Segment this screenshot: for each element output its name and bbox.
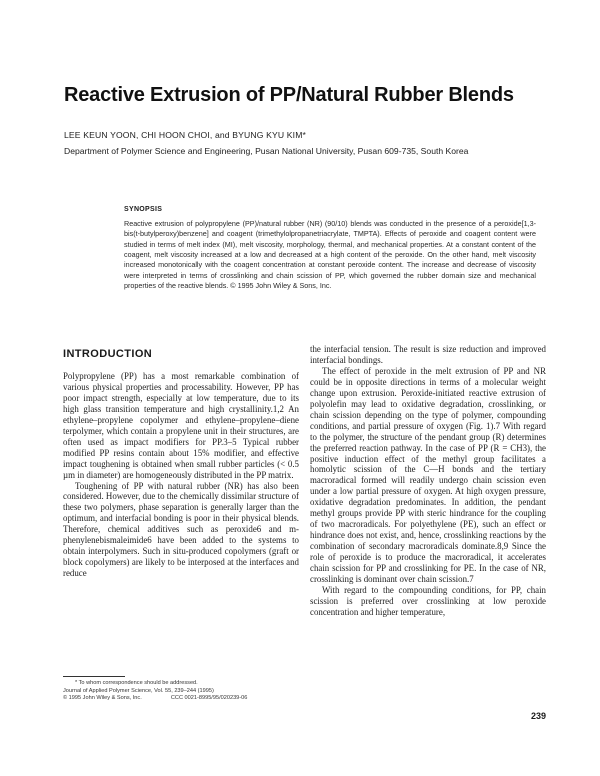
author-list: LEE KEUN YOON, CHI HOON CHOI, and BYUNG KYU KIM* — [64, 130, 306, 140]
intro-paragraph-1: Polypropylene (PP) has a most remarkable combination of various physical properties and processability. However, PP has poor impact strength, especially at low temperature, due to its high glass transition temperature and high crystallinity.1,2 An ethylene–propylene copolymer and ethylene–propylene–diene terpolymer, which contain a propylene unit in their structures, are often used as impact modifiers for PP.3–5 Typical rubber modified PP resins contain about 15% modifier, and effective impact toughening is obtained when small rubber particles (< 0.5 µm in diameter) are homogeneously distributed in the PP matrix. — [63, 371, 299, 480]
intro-paragraph-4: The effect of peroxide in the melt extrusion of PP and NR could be in opposite directions in terms of a molecular weight change upon extrusion. Peroxide-initiated reactive extrusion of polyolefin may lead to oxidative degradation, crosslinking, or chain scission depending on the type of polymer, compounding conditions, and partial pressure of oxygen (Fig. 1).7 With regard to the polymer, the structure of the pendant group (R) determines the preferred reaction pathway. In the case of PP (R = CH3), the positive induction effect of the methyl group facilitates a homolytic scission of the C—H bonds and the tertiary macroradical formed will readily undergo chain scission even under a low partial pressure of oxygen. At high oxygen pressure, oxidative degradation predominates. In addition, the pendant methyl groups provide PP with steric hindrance for the coupling of two macroradicals. For polyethylene (PE), such an effect or hindrance does not exist, and, hence, crosslinking reactions by the combination of secondary macroradicals dominate.8,9 Since the role of peroxide is to produce the macroradical, it accelerates chain scission for PP and crosslinking for PE. In the case of NR, crosslinking is dominant over chain scission.7 — [310, 365, 546, 585]
footnote-rule — [63, 676, 125, 677]
introduction-heading: INTRODUCTION — [63, 348, 153, 360]
synopsis-text: Reactive extrusion of polypropylene (PP)/natural rubber (NR) (90/10) blends was conducted in the presence of a peroxide[1,3-bis(t-butylperoxy)benzene] and coagent (trimethylolpropanetriacrylate, TMPTA). Effects of peroxide and coagent content were studied in terms of melt index (MI), melt viscosity, morphology, thermal, and mechanical properties. At a constant content of the coagent, melt viscosity increased at a low and decreased at a high content of the peroxide. On the other hand, melt viscosity increased monotonically with the coagent concentration at constant peroxide content. The increase and decrease of viscosity were interpreted in terms of crosslinking and chain scission of PP, which governed the rubber domain size and mechanical properties of the reactive blends. © 1995 John Wiley & Sons, Inc. — [124, 219, 536, 291]
copyright-line — [63, 695, 303, 703]
intro-paragraph-3: the interfacial tension. The result is size reduction and improved interfacial bondings. — [310, 344, 546, 365]
page-number: 239 — [530, 711, 546, 721]
ccc-code: CCC 0021-8995/95/020239-06 — [170, 695, 248, 702]
footnote-block — [63, 680, 303, 703]
left-column — [63, 371, 299, 579]
intro-paragraph-2: Toughening of PP with natural rubber (NR) has also been considered. However, due to the chemically dissimilar structure of these two polymers, phase separation is generally larger than the optimum, and interfacial bonding is poor in their physical blends. Therefore, chemical additives such as peroxide6 and m-phenylenebismaleimide6 have been added to the systems to obtain interpolymers. Such in situ-produced copolymers (graft or block copolymers) are likely to be interposed at the interfaces and reduce — [63, 480, 299, 579]
paper-title: Reactive Extrusion of PP/Natural Rubber Blends — [64, 84, 514, 106]
synopsis-heading: SYNOPSIS — [124, 206, 163, 213]
correspondence-note: * To whom correspondence should be addressed. — [75, 680, 198, 686]
intro-paragraph-5: With regard to the compounding conditions, for PP, chain scission is preferred over crosslinking at low peroxide concentration and higher temperature, — [310, 584, 546, 617]
copyright-text: © 1995 John Wiley & Sons, Inc. — [63, 695, 142, 702]
right-column — [310, 344, 546, 618]
journal-citation: Journal of Applied Polymer Science, Vol. 55, 239–244 (1995) — [63, 687, 214, 694]
author-affiliation: Department of Polymer Science and Engineering, Pusan National University, Pusan 609-735, South Korea — [64, 146, 469, 156]
